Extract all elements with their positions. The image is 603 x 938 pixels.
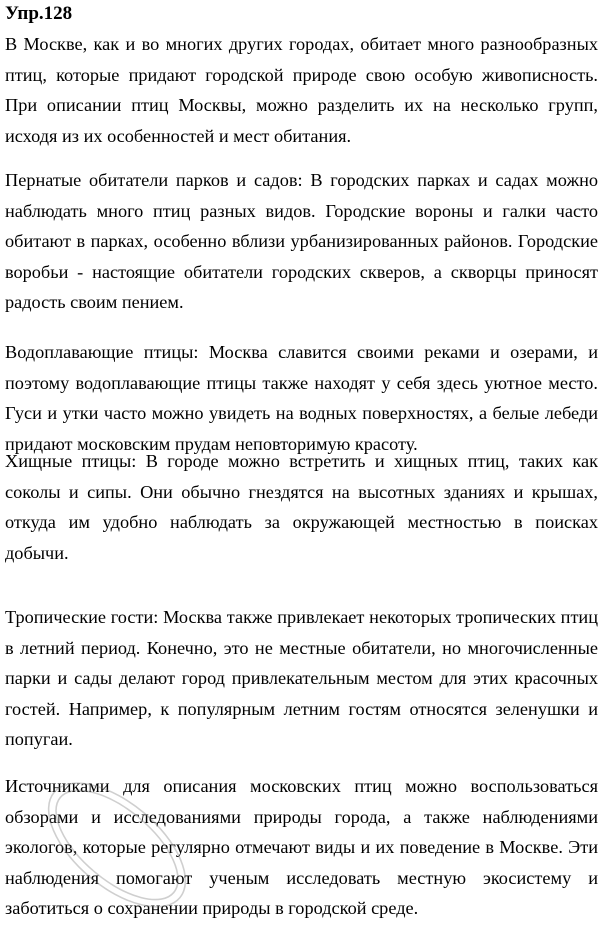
exercise-title: Упр.128 [5,3,73,24]
paragraph-intro: В Москве, как и во многих других городах, обитает много разнообразных птиц, которые придают городской природе свою особую живописность. При описании птиц Москвы, можно разделить их на несколько групп, исходя из их особенностей и мест обитания. [5,34,598,146]
paragraph-waterfowl: Водоплавающие птицы: Москва славится своими реками и озерами, и поэтому водоплавающие птицы также находят у себя здесь уютное место. Гуси и утки часто можно увидеть на водных поверхностях, а белые лебеди придают московским прудам неповторимую красоту. [5,342,598,454]
paragraph-sources: Источниками для описания московских птиц можно воспользоваться обзорами и исследованиями природы города, а также наблюдениями экологов, которые регулярно отмечают виды и их поведение в Москве. Эти наблюдения помогают ученым исследовать местную экосистему и заботиться о сохранении природы в городской среде. [5,776,598,918]
paragraph-raptors: Хищные птицы: В городе можно встретить и хищных птиц, таких как соколы и сипы. Они обычно гнездятся на высотных зданиях и крышах, откуда им удобно наблюдать за окружающей местностью в поисках добычи. [5,451,598,563]
paragraph-tropical: Тропические гости: Москва также привлекает некоторых тропических птиц в летний период. Конечно, это не местные обитатели, но многочисленные парки и сады делают город привлекательным местом для этих красочных гостей. Например, к популярным летним гостям относятся зеленушки и попугаи. [5,607,598,749]
paragraph-parks: Пернатые обитатели парков и садов: В городских парках и садах можно наблюдать много птиц разных видов. Городские вороны и галки часто обитают в парках, особенно вблизи урбанизированных районов. Городские воробьи - настоящие обитатели городских скверов, а скворцы приносят радость своим пением. [5,170,598,312]
